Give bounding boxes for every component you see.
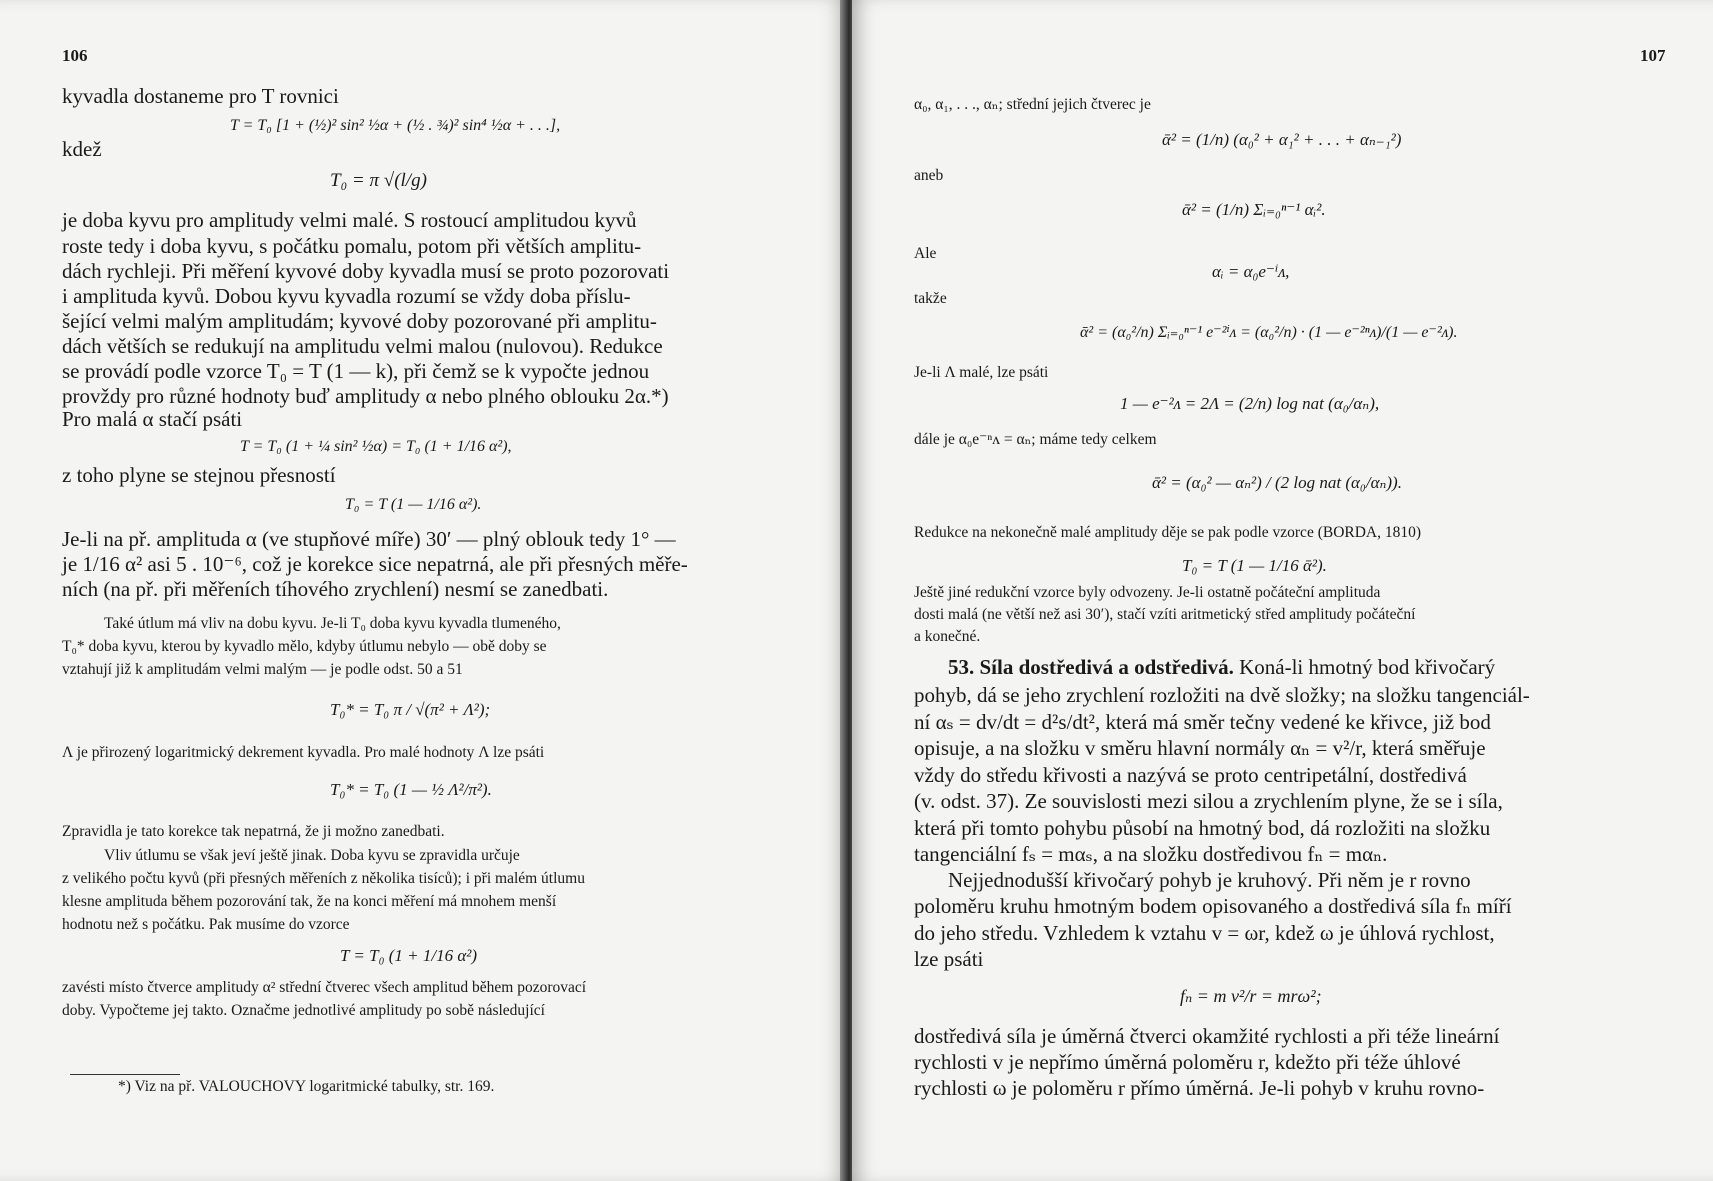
footnote-rule [70, 1074, 180, 1075]
equation: 1 — e⁻²ᴧ = 2Λ = (2/n) log nat (α₀/αₙ), [1120, 394, 1380, 413]
text-line: do jeho středu. Vzhledem k vztahu v = ωr, kdež ω je úhlová rychlost, [914, 921, 1495, 945]
text-line: vždy do středu křivosti a nazývá se proto centripetální, dostředivá [914, 763, 1467, 787]
right-page [852, 0, 1713, 1181]
equation: ᾱ² = (1/n) (α₀² + α₁² + . . . + αₙ₋₁²) [1162, 130, 1402, 149]
text-line: šející velmi malým amplitudám; kyvové doby pozorované při amplitu- [62, 309, 657, 333]
small-line: T₀* doba kyvu, kterou by kyvadlo mělo, kdyby útlumu nebylo — obě doby se [62, 638, 547, 655]
text-line: dách větších se redukují na amplitudu velmi malou (nulovou). Redukce [62, 334, 663, 358]
footnote: *) Viz na př. VALOUCHOVY logaritmické tabulky, str. 169. [118, 1078, 495, 1095]
small-line: Ještě jiné redukční vzorce byly odvozeny. Je-li ostatně počáteční amplituda [914, 584, 1381, 601]
text-line: dostředivá síla je úměrná čtverci okamžité rychlosti a při téže lineární [914, 1024, 1500, 1048]
equation: ᾱ² = (α₀² — αₙ²) / (2 log nat (α₀/αₙ)). [1152, 473, 1402, 492]
small-line: Λ je přirozený logaritmický dekrement kyvadla. Pro malé hodnoty Λ lze psáti [62, 744, 545, 761]
text-line: která při tomto pohybu působí na hmotný bod, dá rozložiti na složku [914, 816, 1491, 840]
small-line: vztahují již k amplitudám velmi malým — je podle odst. 50 a 51 [62, 661, 463, 678]
small-line: zavésti místo čtverce amplitudy α² střední čtverec všech amplitud během pozorovací [62, 979, 587, 996]
section-heading-line [948, 655, 1495, 680]
equation: T₀ = T (1 — 1/16 α²). [345, 496, 482, 513]
equation: ᾱ² = (1/n) Σᵢ₌₀ⁿ⁻¹ αᵢ². [1182, 200, 1326, 219]
text-line: dách rychleji. Při měření kyvové doby kyvadla musí se proto pozorovati [62, 259, 670, 283]
small-line: Redukce na nekonečně malé amplitudy děje se pak podle vzorce (BORDA, 1810) [914, 524, 1422, 541]
equation: T₀ = π √(l/g) [330, 170, 427, 191]
text-line: opisuje, a na složku v směru hlavní normály αₙ = v²/r, která směřuje [914, 736, 1486, 760]
left-page [0, 0, 846, 1181]
equation: T = T₀ (1 + ¼ sin² ½α) = T₀ (1 + 1/16 α²), [240, 438, 512, 455]
text-line: rychlosti v je nepřímo úměrná poloměru r, kdežto při téže úhlové [914, 1050, 1461, 1074]
equation: T₀* = T₀ (1 — ½ Λ²/π²). [330, 780, 492, 799]
equation: T₀ = T (1 — 1/16 ᾱ²). [1182, 556, 1327, 575]
text-line: provždy pro různé hodnoty buď amplitudy α nebo plného oblouku 2α.*) [62, 384, 669, 408]
small-line: hodnotu než s počátku. Pak musíme do vzorce [62, 916, 350, 933]
text-line: Koná-li hmotný bod křivočarý [1239, 655, 1496, 679]
small-line: α₀, α₁, . . ., αₙ; střední jejich čtverec je [914, 96, 1151, 113]
text-line: kyvadla dostaneme pro T rovnici [62, 84, 339, 108]
text-line: tangenciální fₛ = mαₛ, a na složku dostředivou fₙ = mαₙ. [914, 842, 1388, 866]
equation: αᵢ = α₀e⁻ⁱᴧ, [1212, 262, 1290, 281]
equation: ᾱ² = (α₀²/n) Σᵢ₌₀ⁿ⁻¹ e⁻²ⁱᴧ = (α₀²/n) · (1 — e⁻²ⁿᴧ)/(1 — e⁻²ᴧ). [1080, 324, 1458, 341]
small-line: doby. Vypočteme jej takto. Označme jednotlivé amplitudy po sobě následující [62, 1002, 545, 1019]
text-line: je 1/16 α² asi 5 . 10⁻⁶, což je korekce sice nepatrná, ale při přesných měře- [62, 552, 688, 576]
text-line: z toho plyne se stejnou přesností [62, 463, 336, 487]
text-line: Pro malá α stačí psáti [62, 407, 243, 431]
equation: T = T₀ (1 + 1/16 α²) [340, 946, 478, 965]
text-line: se provádí podle vzorce T₀ = T (1 — k), při čemž se k vypočte jednou [62, 359, 650, 383]
text-line: (v. odst. 37). Ze souvislosti mezi silou a zrychlením plyne, že se i síla, [914, 789, 1503, 813]
page-number-left: 106 [62, 46, 88, 65]
small-line: Také útlum má vliv na dobu kyvu. Je-li T₀ doba kyvu kyvadla tlumeného, [104, 615, 561, 632]
small-line: aneb [914, 167, 944, 184]
section-heading: 53. Síla dostředivá a odstředivá. [948, 655, 1234, 679]
equation: fₙ = m v²/r = mrω²; [1180, 986, 1322, 1006]
small-line: dále je α₀e⁻ⁿᴧ = αₙ; máme tedy celkem [914, 431, 1157, 448]
equation: T = T₀ [1 + (½)² sin² ½α + (½ . ¾)² sin⁴ ½α + . . .], [230, 117, 561, 134]
small-line: z velikého počtu kyvů (při přesných měřeních z několika tisíců); i při malém útlumu [62, 870, 585, 887]
small-line: Ale [914, 245, 937, 262]
text-line: lze psáti [914, 947, 984, 971]
text-line: ních (na př. při měřeních tíhového zrychlení) nesmí se zanedbati. [62, 577, 609, 601]
text-line: roste tedy i doba kyvu, s počátku pomalu, potom při větších amplitu- [62, 234, 642, 258]
text-line: Je-li na př. amplituda α (ve stupňové míře) 30′ — plný oblouk tedy 1° — [62, 527, 676, 551]
small-line: klesne amplituda během pozorování tak, že na konci měření má mnohem menší [62, 893, 557, 910]
small-line: dosti malá (ne větší než asi 30′), stačí vzíti aritmetický střed amplitudy počáteční [914, 606, 1416, 623]
small-line: Vliv útlumu se však jeví ještě jinak. Doba kyvu se zpravidla určuje [104, 847, 520, 864]
text-line: pohyb, dá se jeho zrychlení rozložiti na dvě složky; na složku tangenciál- [914, 683, 1530, 707]
page-number-right: 107 [1640, 46, 1666, 65]
equation: T₀* = T₀ π / √(π² + Λ²); [330, 700, 491, 719]
text-line: ní αₛ = dv/dt = d²s/dt², která má směr tečny vedené ke křivce, již bod [914, 710, 1491, 734]
text-line: kdež [62, 137, 102, 161]
text-line: poloměru kruhu hmotným bodem opisovaného a dostředivá síla fₙ míří [914, 894, 1512, 918]
text-line: Nejjednodušší křivočarý pohyb je kruhový. Při něm je r rovno [948, 868, 1471, 892]
small-line: a konečné. [914, 628, 981, 645]
small-line: Je-li Λ malé, lze psáti [914, 364, 1049, 381]
text-line: i amplituda kyvů. Dobou kyvu kyvadla rozumí se vždy doba příslu- [62, 284, 631, 308]
text-line: rychlosti ω je poloměru r přímo úměrná. Je-li pohyb v kruhu rovno- [914, 1076, 1485, 1100]
small-line: Zpravidla je tato korekce tak nepatrná, že ji možno zanedbati. [62, 823, 445, 840]
text-line: je doba kyvu pro amplitudy velmi malé. S rostoucí amplitudou kyvů [62, 208, 637, 232]
small-line: takže [914, 290, 947, 307]
